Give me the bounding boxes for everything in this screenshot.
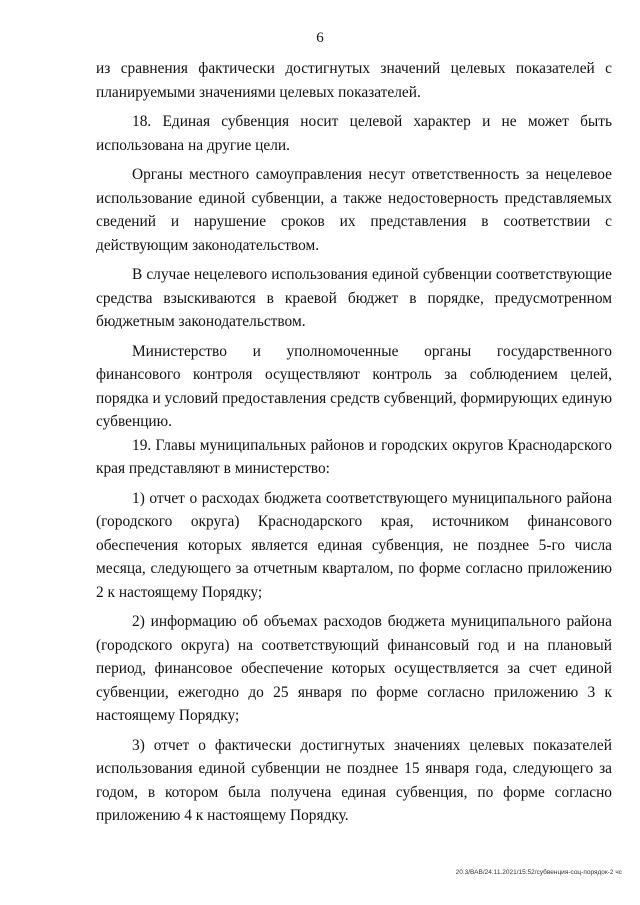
footer-file-reference: 20.3/ВАВ/24.11.2021/15:52/субвенция-соц-порядок-2 чс	[455, 869, 622, 876]
page-number: 6	[316, 30, 324, 46]
paragraph-misuse-recovery: В случае нецелевого использования единой субвенции соответствующие средства взыскиваются в краевой бюджет в порядке, предусмотренном бюджетным законодательством.	[96, 266, 612, 330]
document-body	[96, 57, 612, 828]
paragraph-19: 19. Главы муниципальных районов и городских округов Краснодарского края представляют в министерство:	[96, 436, 612, 477]
list-item-2: 2) информацию об объемах расходов бюджета муниципального района (городского округа) на соответствующий финансовый год и на плановый период, финансовое обеспечение которых осуществляется за счет единой субвенции, ежегодно до 25 января по форме согласно приложению 3 к настоящему Порядку;	[96, 613, 612, 724]
paragraph-18: 18. Единая субвенция носит целевой характер и не может быть использована на другие цели.	[96, 113, 612, 154]
list-item-1: 1) отчет о расходах бюджета соответствующего муниципального района (городского округа) Краснодарского края, источником финансового обеспечения которых является единая субвенция, не позднее 5-го числа месяца, следующего за отчетным кварталом, по форме согласно приложению 2 к настоящему Порядку;	[96, 489, 612, 601]
paragraph-responsibility: Органы местного самоуправления несут ответственность за нецелевое использование единой субвенции, а также недостоверность представляемых сведений и нарушение сроков их представления в соответствии с действующим законодательством.	[96, 166, 612, 254]
paragraph-continuation: из сравнения фактически достигнутых значений целевых показателей с планируемыми значениями целевых показателей.	[96, 60, 612, 101]
list-item-3: 3) отчет о фактически достигнутых значениях целевых показателей использования единой субвенции не позднее 15 января года, следующего за годом, в котором была получена единая субвенция, по форме согласно приложению 4 к настоящему Порядку.	[96, 736, 612, 824]
paragraph-control: Министерство и уполномоченные органы государственного финансового контроля осуществляют контроль за соблюдением целей, порядка и условий предоставления средств субвенций, формирующих единую субвенцию.	[96, 342, 612, 430]
